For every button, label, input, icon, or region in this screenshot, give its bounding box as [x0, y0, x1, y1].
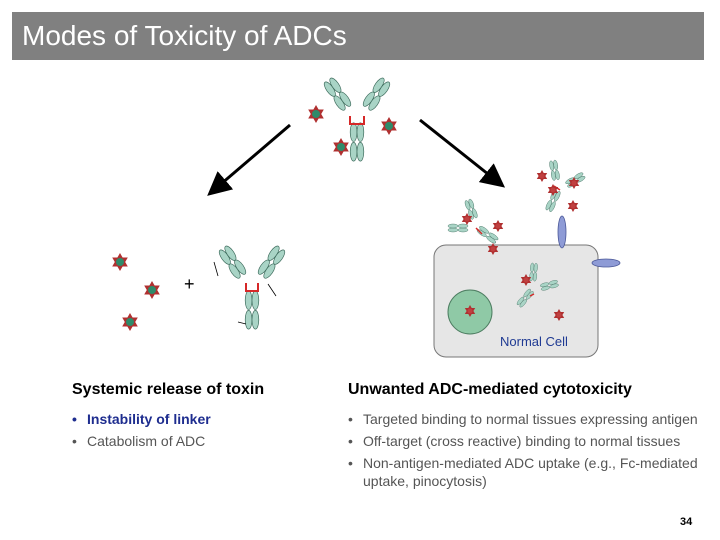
left-bullet-list: [72, 410, 322, 450]
left-column: [72, 380, 322, 454]
bullet-catabolism-of-adc: • Catabolism of ADC: [72, 432, 322, 450]
left-heading: Systemic release of toxin: [72, 381, 265, 398]
bullet-targeted-binding: • Targeted binding to normal tissues expressing antigen: [348, 410, 698, 428]
right-bullet-list: [348, 410, 698, 490]
plus-sign: +: [184, 274, 195, 294]
free-toxins: [112, 253, 160, 331]
page-number: 34: [680, 516, 693, 528]
bullet-non-antigen-uptake: • Non-antigen-mediated ADC uptake (e.g., Fc-mediated uptake, pinocytosis): [348, 454, 698, 490]
antibody-after-release: [214, 244, 287, 329]
slide-title: Modes of Toxicity of ADCs: [22, 20, 347, 51]
right-column: [348, 380, 698, 494]
adc-bound-receptor: [530, 157, 588, 220]
receptor-side: [592, 259, 620, 267]
normal-cell-label: Normal Cell: [500, 334, 568, 349]
adc-top: [308, 76, 397, 161]
receptor-top: [558, 216, 566, 248]
arrow-left: [214, 125, 290, 190]
bullet-off-target-binding: • Off-target (cross reactive) binding to normal tissues: [348, 432, 698, 450]
right-heading: Unwanted ADC-mediated cytotoxicity: [348, 381, 632, 398]
bullet-instability-of-linker: • Instability of linker: [72, 410, 322, 428]
arrow-right: [420, 120, 498, 182]
